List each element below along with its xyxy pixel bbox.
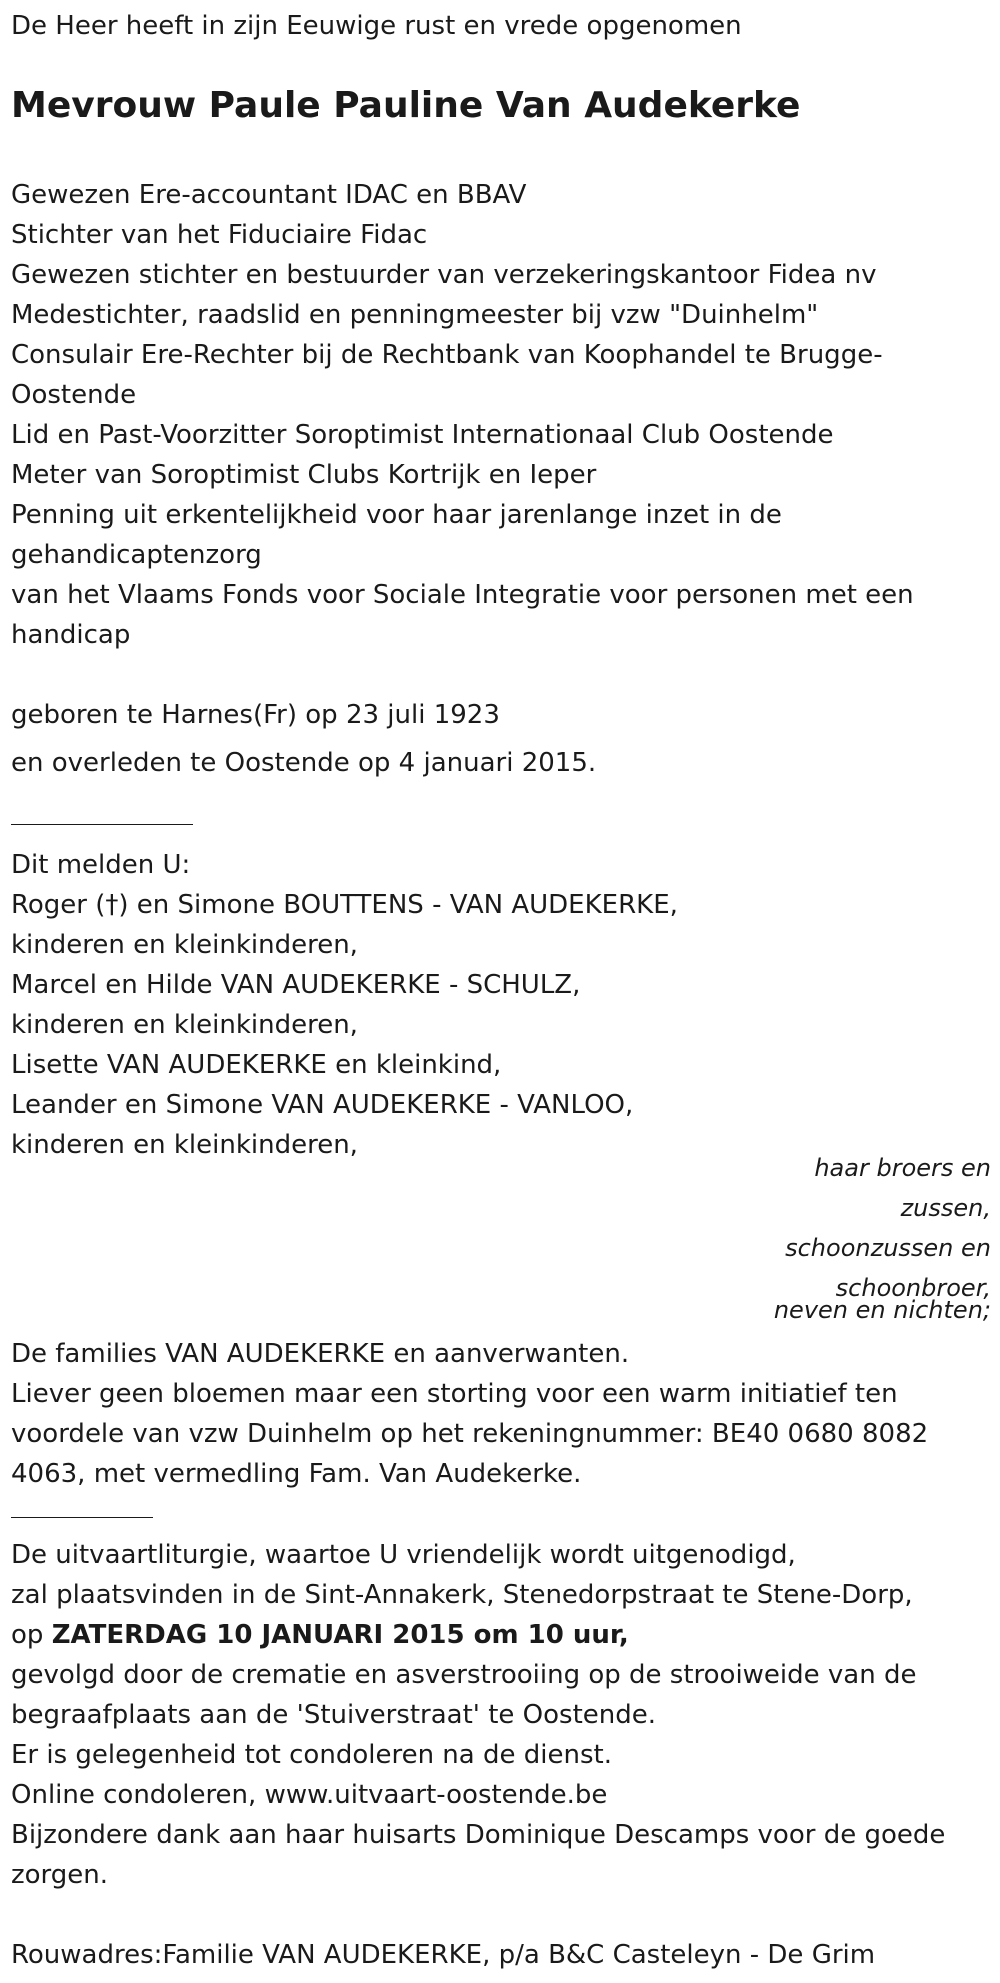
relatives-line: haar broers en [814, 1154, 991, 1182]
funeral-line: gevolgd door de crematie en asverstrooiing op de strooiweide van de [11, 1660, 917, 1690]
family-line: kinderen en kleinkinderen, [11, 1010, 358, 1040]
family-line: kinderen en kleinkinderen, [11, 1130, 358, 1160]
birth-date: geboren te Harnes(Fr) op 23 juli 1923 [11, 700, 500, 730]
bio-line: Gewezen Ere-accountant IDAC en BBAV [11, 180, 527, 210]
mourning-address: Rouwadres:Familie VAN AUDEKERKE, p/a B&C Casteleyn - De Grim [11, 1940, 876, 1970]
divider [11, 824, 193, 825]
family-line: Roger (†) en Simone BOUTTENS - VAN AUDEKERKE, [11, 890, 678, 920]
bio-line: Oostende [11, 380, 137, 410]
divider [11, 1517, 153, 1518]
closing-line: voordele van vzw Duinhelm op het rekeningnummer: BE40 0680 8082 [11, 1419, 929, 1449]
family-line: Leander en Simone VAN AUDEKERKE - VANLOO, [11, 1090, 634, 1120]
closing-line: Liever geen bloemen maar een storting voor een warm initiatief ten [11, 1379, 898, 1409]
funeral-line: Online condoleren, www.uitvaart-oostende.be [11, 1780, 608, 1810]
bio-line: gehandicaptenzorg [11, 540, 262, 570]
relatives-line: schoonbroer, [835, 1274, 991, 1302]
bio-line: Medestichter, raadslid en penningmeester bij vzw "Duinhelm" [11, 300, 819, 330]
bio-line: Penning uit erkentelijkheid voor haar jarenlange inzet in de [11, 500, 782, 530]
deceased-name: Mevrouw Paule Pauline Van Audekerke [11, 85, 801, 126]
bio-line: Gewezen stichter en bestuurder van verzekeringskantoor Fidea nv [11, 260, 877, 290]
funeral-line: zorgen. [11, 1860, 109, 1890]
bio-line: Consulair Ere-Rechter bij de Rechtbank van Koophandel te Brugge- [11, 340, 883, 370]
funeral-date: ZATERDAG 10 JANUARI 2015 om 10 uur, [51, 1620, 629, 1650]
funeral-line: zal plaatsvinden in de Sint-Annakerk, Stenedorpstraat te Stene-Dorp, [11, 1580, 913, 1610]
bio-line: Lid en Past-Voorzitter Soroptimist Internationaal Club Oostende [11, 420, 834, 450]
funeral-line: begraafplaats aan de 'Stuiverstraat' te Oostende. [11, 1700, 657, 1730]
announcement-heading: Dit melden U: [11, 850, 191, 880]
bio-line: handicap [11, 620, 131, 650]
funeral-date-prefix: op [11, 1620, 52, 1650]
relatives-line: zussen, [900, 1194, 991, 1222]
death-date: en overleden te Oostende op 4 januari 2015. [11, 748, 597, 778]
relatives-line: schoonzussen en [785, 1234, 991, 1262]
funeral-date-line [11, 1615, 629, 1655]
family-line: kinderen en kleinkinderen, [11, 930, 358, 960]
bio-line: Stichter van het Fiduciaire Fidac [11, 220, 428, 250]
funeral-line: Bijzondere dank aan haar huisarts Dominique Descamps voor de goede [11, 1820, 946, 1850]
funeral-line: Er is gelegenheid tot condoleren na de dienst. [11, 1740, 612, 1770]
closing-line: De families VAN AUDEKERKE en aanverwanten. [11, 1339, 630, 1369]
bio-line: van het Vlaams Fonds voor Sociale Integratie voor personen met een [11, 580, 914, 610]
relatives-line: neven en nichten; [773, 1296, 991, 1324]
family-line: Lisette VAN AUDEKERKE en kleinkind, [11, 1050, 502, 1080]
intro-text: De Heer heeft in zijn Eeuwige rust en vrede opgenomen [11, 11, 742, 41]
closing-line: 4063, met vermedling Fam. Van Audekerke. [11, 1459, 582, 1489]
family-line: Marcel en Hilde VAN AUDEKERKE - SCHULZ, [11, 970, 581, 1000]
funeral-line: De uitvaartliturgie, waartoe U vriendelijk wordt uitgenodigd, [11, 1540, 796, 1570]
bio-line: Meter van Soroptimist Clubs Kortrijk en Ieper [11, 460, 597, 490]
